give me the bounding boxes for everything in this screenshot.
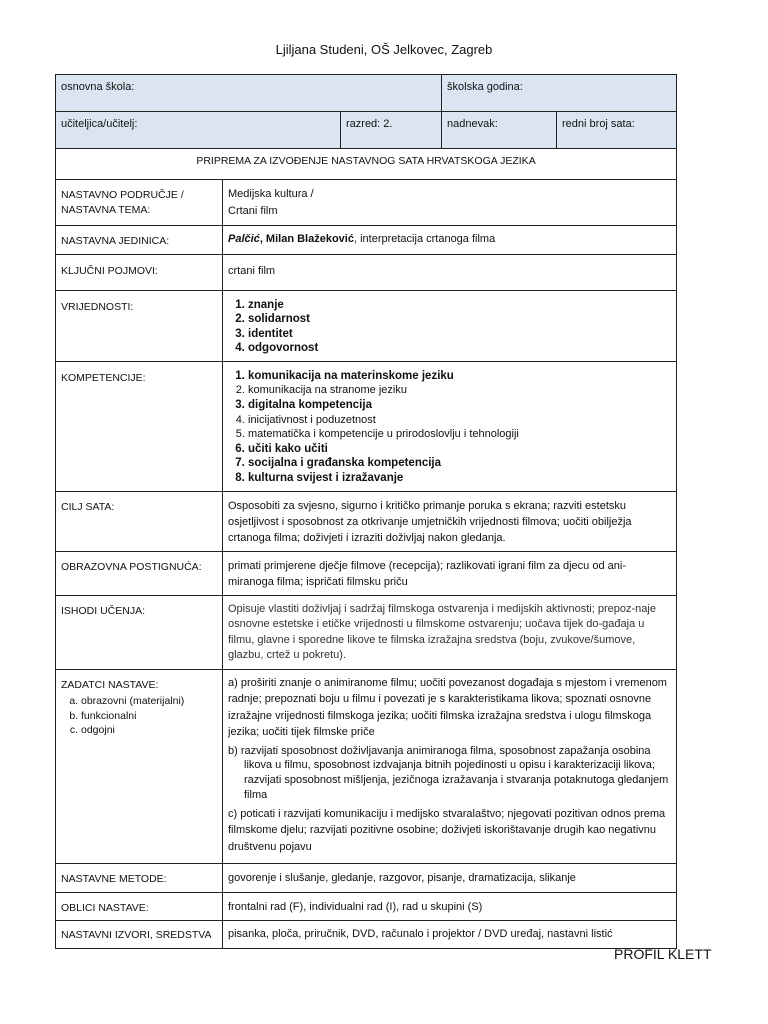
plan-title: PRIPREMA ZA IZVOĐENJE NASTAVNOG SATA HRVATSKOGA JEZIKA: [56, 149, 677, 180]
methods-label: NASTAVNE METODE:: [56, 864, 223, 893]
row-methods: [56, 864, 677, 893]
school-year-field[interactable]: [442, 75, 677, 112]
row-sources: [56, 921, 677, 949]
sources-label: NASTAVNI IZVORI, SREDSTVA: [56, 921, 223, 949]
title-row: [56, 149, 677, 180]
competences-label: KOMPETENCIJE:: [56, 361, 223, 491]
unit-value: [223, 226, 677, 255]
list-item: 1. komunikacija na materinskome jeziku: [248, 369, 671, 384]
header-row-teacher: [56, 112, 677, 149]
values-list-cell: [223, 290, 677, 361]
list-item: 8. kulturna svijest i izražavanje: [248, 471, 671, 486]
list-item: 1. znanje: [248, 298, 671, 313]
sources-value: pisanka, ploča, priručnik, DVD, računalo i projektor / DVD uređaj, nastavni listić: [223, 921, 677, 949]
area-label: [56, 180, 223, 226]
lesson-number-field[interactable]: [557, 112, 677, 149]
school-label: osnovna škola:: [61, 81, 135, 93]
row-tasks: [56, 669, 677, 864]
publisher-footer: PROFIL KLETT: [614, 946, 712, 962]
list-item: 4. odgovornost: [248, 341, 671, 356]
task-b: b) razvijati sposobnost doživljavanja animiranoga filma, sposobnost zapažanja osobina likova u filmu, sposobnost izdvajanja bitnih pojedinosti u opisu i karakterizaciji likova; razvijati sposobnost mišljenja, jezičnoga izražavanja i stvaranja potaknutoga gledanjem filma: [228, 744, 669, 802]
row-forms: [56, 892, 677, 921]
key-terms-value: crtani film: [223, 254, 677, 290]
list-item: c. odgojni: [81, 723, 217, 738]
row-goal: [56, 491, 677, 551]
area-value-line-2: Crtani film: [228, 204, 278, 217]
achievements-value: primati primjerene dječje filmove (recepcija); razlikovati igrani film za djecu od ani-miranoga filma; ispričati filmsku priču: [223, 551, 677, 595]
goal-value: Osposobiti za svjesno, sigurno i kritičko primanje poruka s ekrana; razviti estetsku osjetljivost i sposobnost za otkrivanje umjetničkih vrijednosti filmova; uočiti obilježja crtanoga filma; doživjeti i izraziti doživljaj nakon gledanja.: [223, 491, 677, 551]
list-item: 4. inicijativnost i poduzetnost: [248, 413, 671, 428]
forms-value: frontalni rad (F), individualni rad (I), rad u skupini (S): [223, 892, 677, 921]
task-c: c) poticati i razvijati komunikaciju i medijsko stvaralaštvo; njegovati pozitivan odnos prema filmskome djelu; razvijati pozitivne osobine; doživjeti iskorištavanje drugih kao negativnu društvenu pojavu: [228, 807, 666, 853]
achievements-label: OBRAZOVNA POSTIGNUĆA:: [56, 551, 223, 595]
outcomes-value: Opisuje vlastiti doživljaj i sadržaj filmskoga ostvarenja i medijskih aktivnosti; prepoz-naje osnovne estetske i etičke vrijednosti u filmskome ostvarenju; uočava tijek do-gađaja u filmu, glavne i sporedne likove te filmska izražajna sredstva (boju, zvukove/šumove, glazbu, crtež u pokretu).: [223, 595, 677, 669]
header-row-school: [56, 75, 677, 112]
list-item: 2. solidarnost: [248, 312, 671, 327]
tasks-sublist: [61, 694, 217, 738]
tasks-label-cell: [56, 669, 223, 864]
school-field[interactable]: [56, 75, 442, 112]
date-field[interactable]: [442, 112, 557, 149]
lesson-plan-table: [55, 74, 677, 949]
list-item: 7. socijalna i građanska kompetencija: [248, 456, 671, 471]
list-item: 5. matematička i kompetencije u prirodoslovlju i tehnologiji: [248, 427, 671, 442]
list-item: b. funkcionalni: [81, 709, 217, 724]
area-label-line-2: NASTAVNA TEMA:: [61, 203, 151, 216]
area-value-line-1: Medijska kultura /: [228, 188, 314, 200]
author-line: Ljiljana Studeni, OŠ Jelkovec, Zagreb: [275, 42, 493, 57]
row-area: [56, 180, 677, 226]
forms-label: OBLICI NASTAVE:: [56, 892, 223, 921]
unit-film-title: Palčić: [228, 233, 260, 245]
outcomes-label: ISHODI UČENJA:: [56, 595, 223, 669]
unit-description: , interpretacija crtanoga filma: [353, 233, 496, 245]
list-item: 3. identitet: [248, 327, 671, 342]
row-key-terms: [56, 254, 677, 290]
list-item: a. obrazovni (materijalni): [81, 694, 217, 709]
key-terms-label: KLJUČNI POJMOVI:: [56, 254, 223, 290]
row-values: [56, 290, 677, 361]
row-outcomes: [56, 595, 677, 669]
grade-label: razred: 2.: [346, 118, 393, 130]
row-competences: [56, 361, 677, 491]
list-item: 6. učiti kako učiti: [248, 442, 671, 457]
grade-field[interactable]: [341, 112, 442, 149]
row-unit: [56, 226, 677, 255]
tasks-value: [223, 669, 677, 864]
goal-label: CILJ SATA:: [56, 491, 223, 551]
values-label: VRIJEDNOSTI:: [56, 290, 223, 361]
tasks-label: ZADATCI NASTAVE:: [61, 678, 159, 691]
values-list: [228, 298, 671, 356]
teacher-label: učiteljica/učitelj:: [61, 118, 138, 130]
competences-list: [228, 369, 671, 486]
methods-value: govorenje i slušanje, gledanje, razgovor, pisanje, dramatizacija, slikanje: [223, 864, 677, 893]
list-item: 2. komunikacija na stranome jeziku: [248, 383, 671, 398]
competences-list-cell: [223, 361, 677, 491]
date-label: nadnevak:: [447, 118, 498, 130]
area-label-line-1: NASTAVNO PODRUČJE /: [61, 189, 184, 201]
unit-label: NASTAVNA JEDINICA:: [56, 226, 223, 255]
area-value: [223, 180, 677, 226]
teacher-field[interactable]: [56, 112, 341, 149]
task-a: a) proširiti znanje o animiranome filmu; uočiti povezanost događaja s mjestom i vremenom radnje; prepoznati boju u filmu i povezati je s karakteristikama likova; spoznati osnovne izražajne vrijednosti filmskoga jezika; uočiti filmska izražajna sredstva i ulogu filmskoga jezika; uočiti tijek filmske priče: [228, 676, 667, 739]
school-year-label: školska godina:: [447, 81, 523, 93]
unit-film-author: , Milan Blažeković: [259, 233, 354, 245]
list-item: 3. digitalna kompetencija: [248, 398, 671, 413]
lesson-number-label: redni broj sata:: [562, 118, 635, 130]
row-achievements: [56, 551, 677, 595]
